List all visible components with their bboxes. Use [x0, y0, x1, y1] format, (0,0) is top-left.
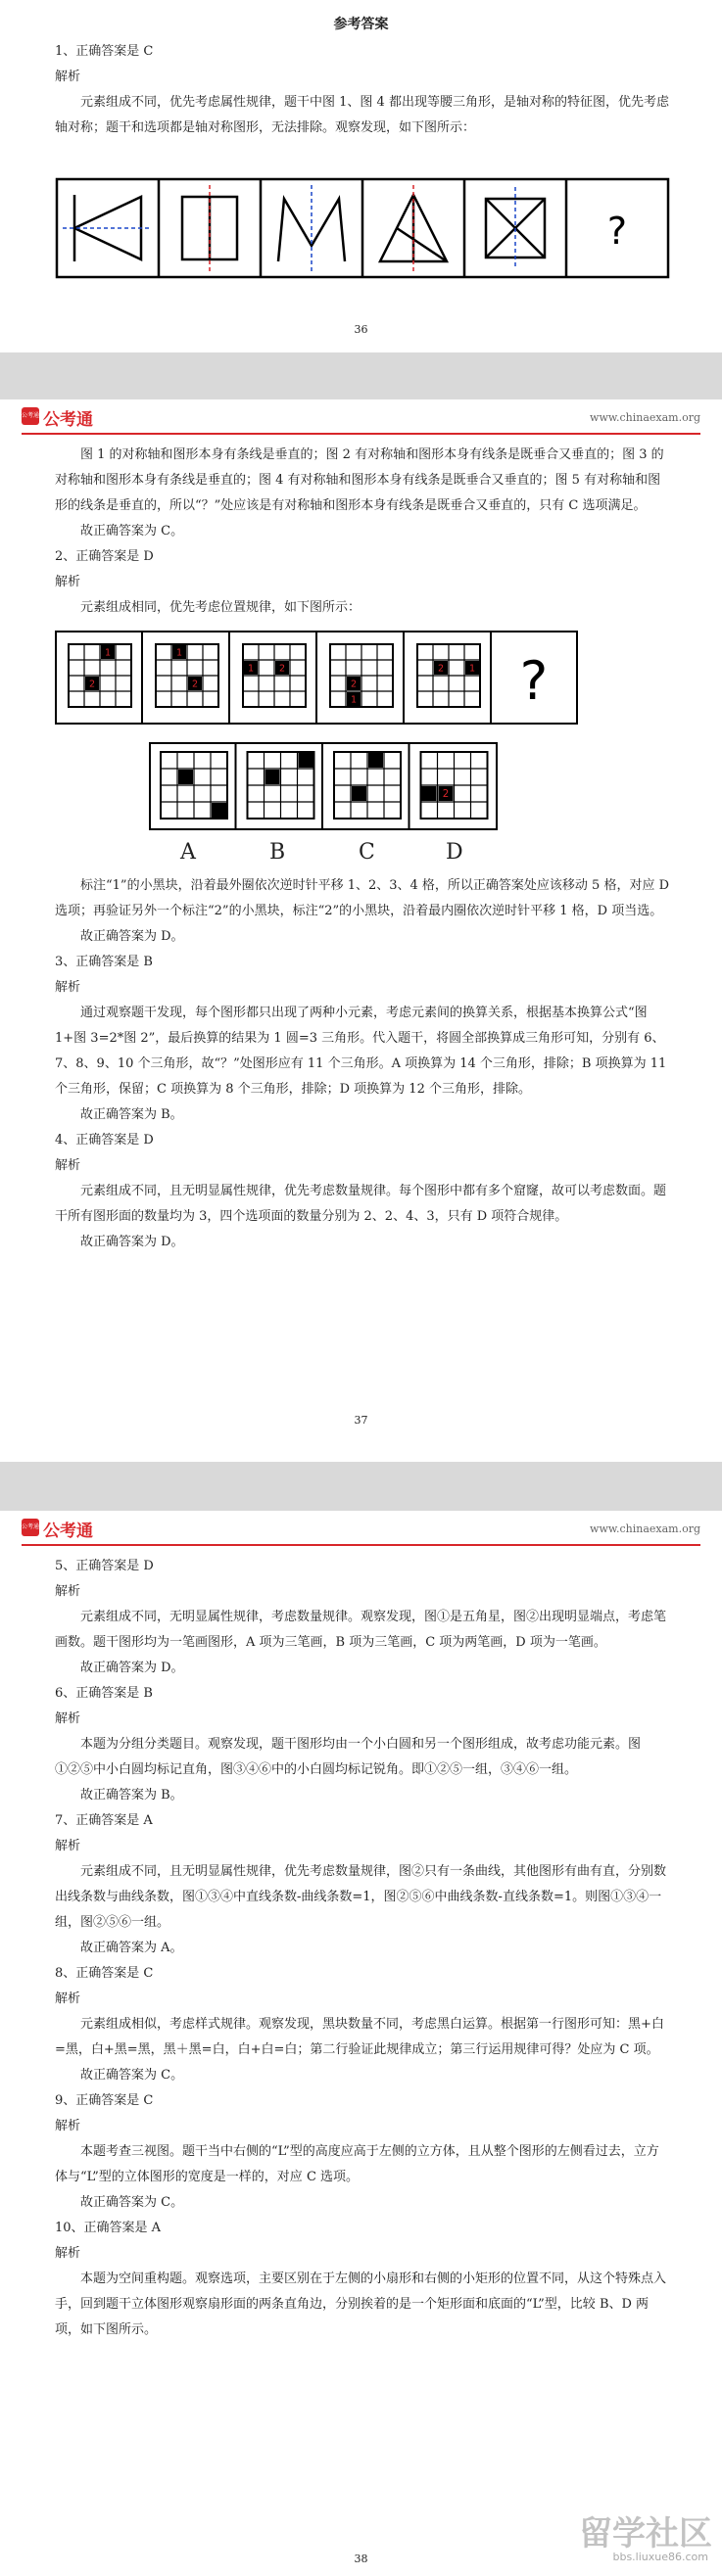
- q7-p1: 元素组成不同，且无明显属性规律，优先考虑数量规律，图②只有一条曲线，其他图形有曲有直，分别数出线条数与曲线条数，图①③④中直线条数-曲线条数=1，图②⑤⑥中曲线条数-直线条数=1。则图①③④一组，图②⑤⑥一组。: [55, 1864, 667, 1930]
- page-36: [0, 0, 722, 392]
- q2-options-figure: [149, 742, 498, 830]
- q2-option-grid-3: [334, 752, 401, 819]
- q4-jiexi: 解析: [55, 1158, 81, 1173]
- svg-text:2: 2: [442, 789, 450, 801]
- q2-grid-2: [156, 644, 218, 707]
- q3-answer: 3、正确答案是 B: [55, 955, 153, 969]
- header-rule-38: [22, 1544, 700, 1546]
- page-number-36: 36: [354, 323, 368, 336]
- watermark-url: bbs.liuxue86.com: [612, 2551, 708, 2563]
- q8-jiexi: 解析: [55, 1991, 81, 2006]
- q2-question-mark: ?: [519, 650, 549, 712]
- q7-conclusion: 故正确答案为 A。: [80, 1941, 183, 1955]
- q1-jiexi: 解析: [55, 70, 81, 84]
- site-url: www.chinaexam.org: [590, 411, 700, 424]
- page38-body: [55, 1554, 670, 2343]
- q3-conclusion: 故正确答案为 B。: [80, 1107, 183, 1122]
- page-header: [22, 405, 700, 431]
- svg-text:1: 1: [104, 647, 112, 659]
- q1-p2: 图 1 的对称轴和图形本身有条线是垂直的；图 2 有对称轴和图形本身有线条是既垂合又垂直的；图 3 的对称轴和图形本身有条线是垂直的；图 4 有对称轴和图形本身有线条是既垂合又垂直的；图 5 有对称轴和图形的线条是垂直的，所以“？”处应该是有对称轴和图形本身有线条是既垂合又垂直的，只有 C 选项满足。: [55, 447, 664, 513]
- brand-logo-icon: 公考通: [22, 407, 39, 425]
- header-rule: [22, 433, 700, 435]
- page-37: [0, 399, 722, 1462]
- q8-answer: 8、正确答案是 C: [55, 1966, 154, 1981]
- q10-jiexi: 解析: [55, 2246, 81, 2261]
- q1-question-mark: ?: [606, 210, 628, 253]
- q1-figure: [55, 177, 670, 279]
- q9-jiexi: 解析: [55, 2119, 81, 2133]
- q1-block: [55, 39, 670, 141]
- q3-p1: 通过观察题干发现，每个图形都只出现了两种小元素，考虑元素间的换算关系，根据基本换算公式“图 1+图 3=2*图 2”，最后换算的结果为 1 圆=3 三角形。代入题干，将圆全部换算成三角形可知，分别有 6、7、8、9、10 个三角形，故“？”处图形应有 11 个三角形。A 项换算为 14 个三角形，排除；B 项换算为 11 个三角形，保留；C 项换算为 8 个三角形，排除；D 项换算为 12 个三角形，排除。: [55, 1006, 667, 1097]
- q2-option-c: C: [359, 840, 375, 865]
- q2-option-grid-1: [161, 752, 227, 819]
- q10-answer: 10、正确答案是 A: [55, 2221, 162, 2235]
- watermark-logo: 留学社区: [579, 2514, 712, 2553]
- q2-cont-block: [55, 873, 670, 1255]
- q8-p1: 元素组成相似，考虑样式规律。观察发现，黑块数量不同，考虑黑白运算。根据第一行图形可知：黑+白=黑，白+黑=黑，黑＋黑=白，白+白=白；第二行验证此规律成立；第三行运用规律可得？处应为 C 项。: [55, 2017, 664, 2057]
- q5-p1: 元素组成不同，无明显属性规律，考虑数量规律。观察发现，图①是五角星，图②出现明显端点，考虑笔画数。题干图形均为一笔画图形，A 项为三笔画，B 项为三笔画，C 项为两笔画，D 项为一笔画。: [55, 1610, 667, 1650]
- q2-option-grid-2: [248, 752, 314, 819]
- q3-jiexi: 解析: [55, 980, 81, 995]
- q2-conclusion: 故正确答案为 D。: [80, 929, 184, 944]
- svg-text:1: 1: [175, 647, 183, 659]
- q9-conclusion: 故正确答案为 C。: [80, 2195, 184, 2210]
- q2-option-b: B: [269, 840, 286, 865]
- brand-name-38: 公考通: [43, 1522, 93, 1541]
- svg-text:1: 1: [468, 663, 476, 675]
- q5-conclusion: 故正确答案为 D。: [80, 1661, 184, 1675]
- page-gap-2: [0, 1462, 722, 1511]
- q6-conclusion: 故正确答案为 B。: [80, 1788, 183, 1803]
- q7-answer: 7、正确答案是 A: [55, 1813, 153, 1828]
- q2-question-figure: [55, 631, 578, 725]
- page-header-38: [22, 1517, 700, 1542]
- q2-grid-5: [417, 644, 480, 707]
- q4-p1: 元素组成不同，且无明显属性规律，优先考虑数量规律。每个图形中都有多个窟窿，故可以考虑数面。题干所有图形面的数量均为 3，四个选项面的数量分别为 2、2、4、3，只有 D 项符合规律。: [55, 1184, 667, 1224]
- svg-text:2: 2: [278, 663, 286, 675]
- svg-text:2: 2: [437, 663, 445, 675]
- q10-p1: 本题为空间重构题。观察选项，主要区别在于左侧的小扇形和右侧的小矩形的位置不同，从这个特殊点入手，回到题干立体图形观察扇形面的两条直角边，分别挨着的是一个矩形面和底面的“L”型，比较 B、D 两项，如下图所示。: [55, 2272, 667, 2337]
- q4-answer: 4、正确答案是 D: [55, 1133, 154, 1147]
- q2-p2: 标注“1”的小黑块，沿着最外圈依次逆时针平移 1、2、3、4 格，所以正确答案处应该移动 5 格，对应 D 选项；再验证另外一个标注“2”的小黑块，标注“2”的小黑块，沿着最内圈依次逆时针平移 1 格，D 项当选。: [55, 878, 670, 918]
- q2-grid-1: [69, 644, 131, 707]
- q8-conclusion: 故正确答案为 C。: [80, 2068, 184, 2083]
- q2-option-grid-4: [421, 752, 488, 819]
- q6-jiexi: 解析: [55, 1711, 81, 1726]
- q2-grid-4: [330, 644, 393, 707]
- q2-answer: 2、正确答案是 D: [55, 549, 154, 564]
- svg-text:2: 2: [191, 679, 199, 690]
- q6-answer: 6、正确答案是 B: [55, 1686, 153, 1701]
- brand-logo-icon-38: 公考通: [22, 1519, 39, 1536]
- q9-p1: 本题考查三视图。题干当中右侧的“L”型的高度应高于左侧的立方体，且从整个图形的左侧看过去，立方体与“L”型的立体图形的宽度是一样的，对应 C 选项。: [55, 2144, 659, 2184]
- q1-cont-block: [55, 443, 670, 621]
- doc-title: 参考答案: [333, 17, 389, 32]
- page-38: [0, 1511, 722, 2576]
- q5-jiexi: 解析: [55, 1584, 81, 1599]
- q2-jiexi: 解析: [55, 575, 81, 589]
- brand-name: 公考通: [43, 410, 93, 430]
- svg-text:2: 2: [88, 679, 96, 690]
- q1-p1: 元素组成不同，优先考虑属性规律，题干中图 1、图 4 都出现等腰三角形，是轴对称的特征图，优先考虑轴对称；题干和选项都是轴对称图形，无法排除。观察发现，如下图所示：: [55, 95, 669, 135]
- site-url-38: www.chinaexam.org: [590, 1522, 700, 1535]
- q2-option-a: A: [180, 840, 196, 865]
- q9-answer: 9、正确答案是 C: [55, 2093, 154, 2108]
- page-gap-1: [0, 352, 722, 399]
- q2-option-d: D: [446, 840, 463, 865]
- q1-conclusion: 故正确答案为 C。: [80, 524, 184, 539]
- q6-p1: 本题为分组分类题目。观察发现，题干图形均由一个小白圆和另一个图形组成，故考虑功能元素。图①②⑤中小白圆均标记直角，图③④⑥中的小白圆均标记锐角。即①②⑤一组，③④⑥一组。: [55, 1737, 642, 1777]
- q4-conclusion: 故正确答案为 D。: [80, 1235, 184, 1249]
- q7-jiexi: 解析: [55, 1839, 81, 1853]
- q1-answer: 1、正确答案是 C: [55, 44, 154, 59]
- q5-answer: 5、正确答案是 D: [55, 1559, 154, 1573]
- page-number-38: 38: [354, 2553, 368, 2565]
- svg-text:1: 1: [350, 694, 358, 706]
- svg-text:1: 1: [247, 663, 255, 675]
- svg-text:2: 2: [350, 679, 358, 690]
- q2-grid-3: [243, 644, 306, 707]
- page-number-37: 37: [354, 1414, 368, 1427]
- q2-p1: 元素组成相同，优先考虑位置规律，如下图所示：: [80, 600, 361, 615]
